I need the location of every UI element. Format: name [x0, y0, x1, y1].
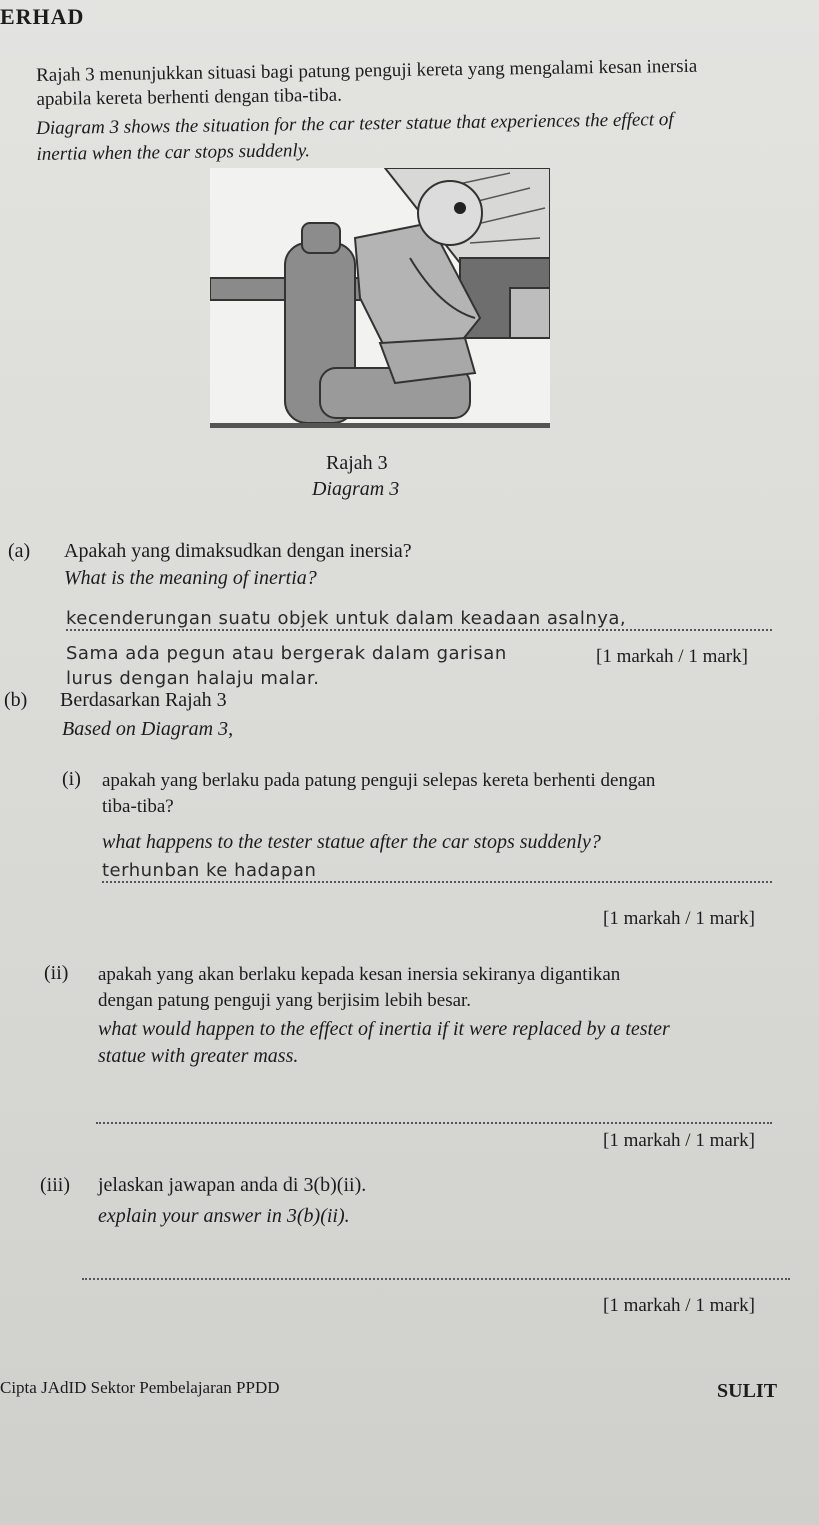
intro-english-line: Diagram 3 shows the situation for the car tester statue that experiences the effect of — [36, 109, 674, 139]
question-b-iii-english: explain your answer in 3(b)(ii). — [98, 1205, 350, 1227]
diagram-label-malay: Rajah 3 — [326, 452, 388, 474]
intro-malay — [36, 55, 698, 112]
question-b-ii-malay-line: apakah yang akan berlaku kepada kesan inersia sekiranya digantikan — [98, 964, 621, 985]
question-b-ii-answer — [96, 1100, 772, 1124]
question-b-iii-malay: jelaskan jawapan anda di 3(b)(ii). — [98, 1174, 367, 1196]
question-b-i-answer: terhunban ke hadapan — [102, 860, 772, 883]
question-b-iii-answer — [82, 1256, 790, 1280]
question-b-i-malay-line: tiba-tiba? — [102, 796, 174, 817]
car-inertia-illustration — [210, 168, 550, 428]
question-a-english: What is the meaning of inertia? — [64, 567, 317, 589]
question-b-iii-number: (iii) — [40, 1174, 70, 1196]
intro-english — [36, 107, 674, 168]
question-b-ii-english — [98, 1016, 670, 1070]
question-b-ii-english-line: statue with greater mass. — [98, 1045, 299, 1067]
diagram-3-figure — [210, 168, 550, 428]
question-a-answer-line-3: lurus dengan halaju malar. — [66, 668, 320, 689]
question-a-answer-line-1: kecenderungan suatu objek untuk dalam keadaan asalnya, — [66, 608, 772, 631]
intro-malay-line: apabila kereta berhenti dengan tiba-tiba. — [36, 84, 343, 110]
footer-sulit: SULIT — [717, 1380, 778, 1402]
question-b-ii-marks: [1 markah / 1 mark] — [603, 1130, 755, 1151]
footer-left: Cipta JAdID Sektor Pembelajaran PPDD — [0, 1378, 280, 1397]
question-b-english: Based on Diagram 3, — [62, 718, 234, 740]
question-b-i-english: what happens to the tester statue after the car stops suddenly? — [102, 831, 601, 853]
question-b-iii-marks: [1 markah / 1 mark] — [603, 1295, 755, 1316]
question-b-ii-malay — [98, 962, 620, 1014]
question-b-number: (b) — [4, 689, 28, 711]
question-a-malay: Apakah yang dimaksudkan dengan inersia? — [64, 540, 412, 562]
question-b-ii-malay-line: dengan patung penguji yang berjisim lebih besar. — [98, 990, 472, 1011]
page-header-code: ERHAD — [0, 4, 85, 29]
intro-malay-line: Rajah 3 menunjukkan situasi bagi patung penguji kereta yang mengalami kesan inersia — [36, 55, 698, 86]
question-a-answer-line-2: Sama ada pegun atau bergerak dalam garisan — [66, 643, 507, 664]
question-a-marks: [1 markah / 1 mark] — [596, 646, 748, 667]
question-b-ii-number: (ii) — [44, 962, 69, 984]
diagram-label-english: Diagram 3 — [312, 478, 400, 500]
question-b-ii-english-line: what would happen to the effect of inertia if it were replaced by a tester — [98, 1018, 670, 1040]
intro-english-line: inertia when the car stops suddenly. — [36, 140, 311, 165]
question-b-i-marks: [1 markah / 1 mark] — [603, 908, 755, 929]
question-b-i-malay-line: apakah yang berlaku pada patung penguji selepas kereta berhenti dengan — [102, 770, 656, 791]
question-b-malay: Berdasarkan Rajah 3 — [60, 689, 227, 711]
question-b-i-malay — [102, 768, 655, 820]
question-b-i-number: (i) — [62, 768, 81, 790]
question-a-number: (a) — [8, 540, 31, 562]
